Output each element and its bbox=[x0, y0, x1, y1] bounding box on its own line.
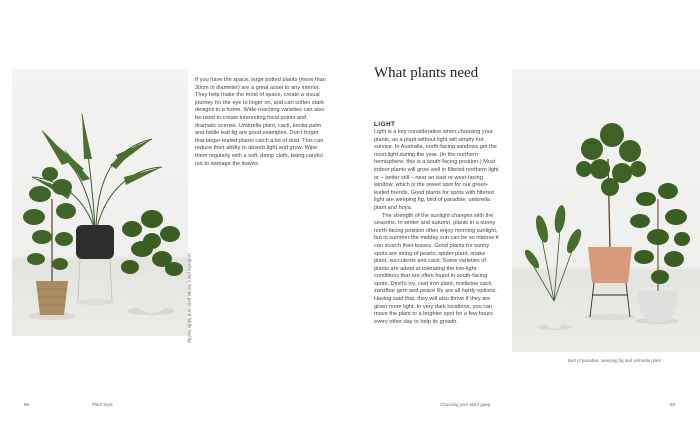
left-plant-photo bbox=[12, 69, 188, 336]
light-section-body bbox=[374, 129, 500, 326]
page-number-right: 99 bbox=[670, 402, 675, 407]
section-heading-light: LIGHT bbox=[374, 121, 396, 128]
plant-trio-illustration bbox=[512, 69, 700, 352]
body-paragraph-2: The strength of the sunlight changes with the seasons. In winter and autumn, plants in a sunny north-facing position often enjoy morning sunlight, but in summer the midday sun can be so intense it can scorch their leaves. Good plants for sunny spots are string of pearls, spider plant, snake plant, succulents and cacti. Some varieties of plants are adept at tolerating the low-light conditions that are often found in south-facing spots. Devil's ivy, cast iron plant, mistletoe cacti, zanzibar gem and peace lily are all hardy options. Having said that, they will also thrive if they are given more light. In very dark locations, you can move the plant to a brighter spot for a few hours every other day to help its growth. bbox=[374, 212, 499, 325]
page-title: What plants need bbox=[374, 65, 479, 81]
photo-credit-vertical: Umbrella plant, kentia palm and fiddle leaf fig bbox=[187, 253, 192, 343]
right-plant-photo bbox=[512, 69, 700, 352]
plant-group-illustration bbox=[12, 69, 188, 336]
body-paragraph-1: Light is a key consideration when choosing your plants, as a plant without light will simply not survive. In Australia, north-facing windows get the most light during the year. (In the northern hemisphere, this is a south-facing position.) Most indoor plants will grow well in filtered northern light or – better still – near an east or west-facing window, which is the sweet spot for our green-leafed friends. Good plants for spots with filtered light are weeping fig, bird of paradise, umbrella plant and hoya. bbox=[374, 129, 499, 211]
intro-paragraph: If you have the space, large potted plants (more than 30cm in diameter) are a great asset to any interior. They help make the most of space, create a visual journey for the eye to linger on, and can soften stark designs in a home. Wide-reaching varieties can also be used to create interesting focal points and dramatic scenes. Umbrella plant, cacti, kentia palm and fiddle leaf fig are good examples. Don't forget that larger-leafed plants catch a lot of dust. This can reduce their ability to absorb light and grow. Wipe them regularly with a soft, damp cloth, being careful not to damage the leaves. bbox=[195, 77, 326, 167]
photo-caption: Bird of paradise, weeping fig and umbrella plant bbox=[568, 358, 661, 363]
running-head-right: Choosing your plant gang bbox=[440, 402, 491, 407]
running-head-left: Plant Style bbox=[92, 402, 113, 407]
page-number-left: 96 bbox=[24, 402, 29, 407]
